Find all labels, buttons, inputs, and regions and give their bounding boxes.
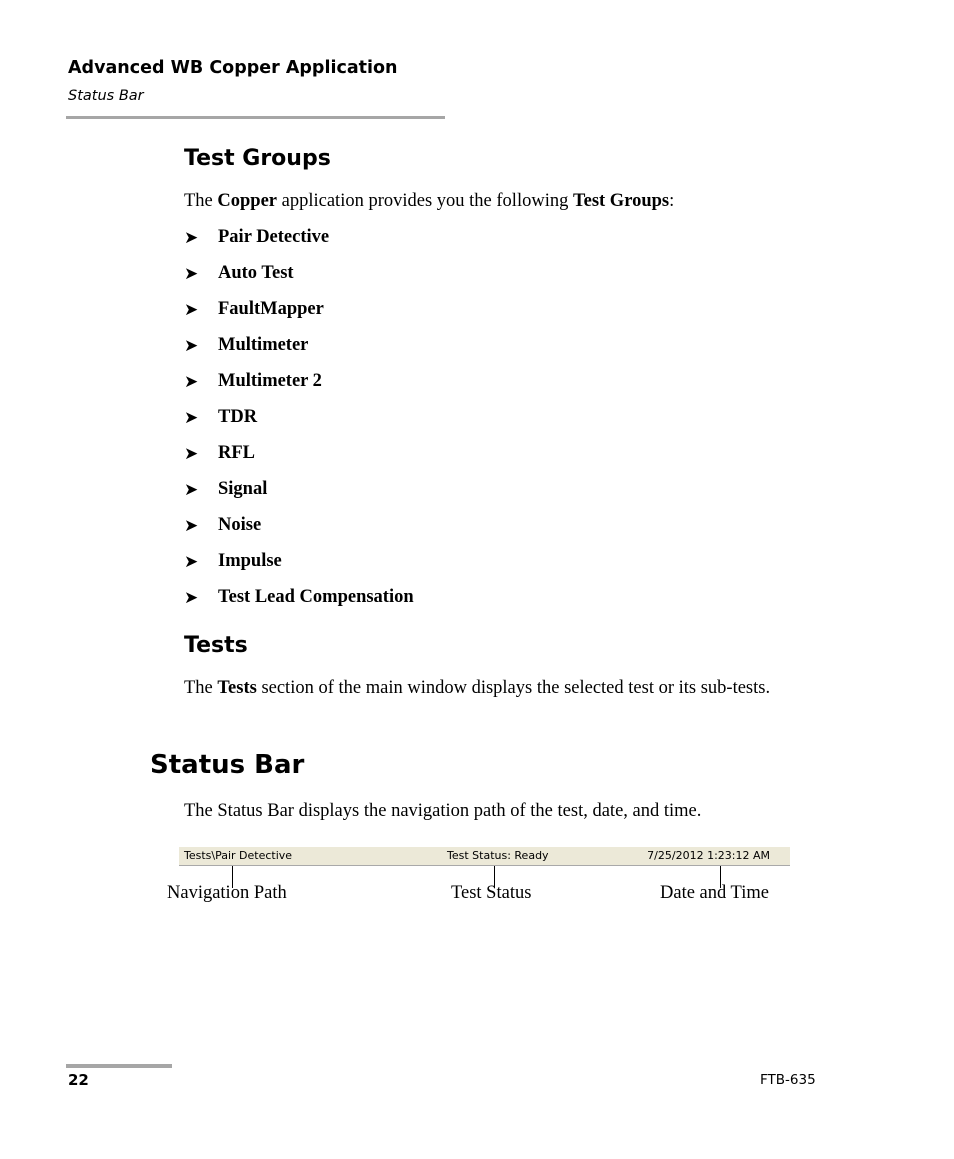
intro-text: : [669,191,675,211]
navigation-path-callout: Navigation Path [167,883,287,903]
arrow-bullet-icon: ➤ [184,444,199,464]
tests-body [184,676,784,700]
arrow-bullet-icon: ➤ [184,552,199,572]
list-item [184,585,414,621]
list-item-label: Auto Test [218,263,294,283]
list-item [184,297,414,333]
body-text: section of the main window displays the selected test or its sub-tests. [256,678,771,698]
tests-heading: Tests [184,633,248,658]
arrow-bullet-icon: ➤ [184,516,199,536]
list-item-label: FaultMapper [218,299,324,319]
list-item-label: RFL [218,443,255,463]
arrow-bullet-icon: ➤ [184,336,199,356]
list-item-label: Multimeter 2 [218,371,322,391]
arrow-bullet-icon: ➤ [184,480,199,500]
header-rule [66,116,445,119]
list-item-label: Pair Detective [218,227,330,247]
date-time-callout: Date and Time [660,883,769,903]
list-item [184,441,414,477]
navigation-path-text: Tests\Pair Detective [184,849,293,862]
list-item-label: Test Lead Compensation [218,587,414,607]
footer-rule [66,1064,172,1068]
list-item [184,261,414,297]
list-item-label: Multimeter [218,335,309,355]
list-item [184,477,414,513]
intro-text: The [184,191,218,211]
arrow-bullet-icon: ➤ [184,264,199,284]
footer-model: FTB-635 [760,1072,816,1088]
list-item [184,549,414,585]
list-item-label: Impulse [218,551,282,571]
arrow-bullet-icon: ➤ [184,372,199,392]
body-text: The [184,678,218,698]
running-header-subtitle: Status Bar [68,88,144,104]
status-bar-body: The Status Bar displays the navigation path of the test, date, and time. [184,801,702,821]
status-bar-heading: Status Bar [150,750,305,780]
intro-text-bold: Copper [217,191,278,211]
intro-text: application provides you the following [277,191,573,211]
date-time-text: 7/25/2012 1:23:12 AM [647,849,770,862]
list-item [184,513,414,549]
body-text-bold: Tests [217,678,257,698]
list-item [184,333,414,369]
list-item-label: TDR [218,407,258,427]
list-item [184,369,414,405]
status-bar-screenshot [179,847,790,866]
list-item [184,405,414,441]
list-item-label: Noise [218,515,262,535]
arrow-bullet-icon: ➤ [184,588,199,608]
test-groups-heading: Test Groups [184,146,331,171]
test-status-text: Test Status: Ready [447,849,549,862]
test-groups-list [184,225,414,621]
list-item [184,225,414,261]
arrow-bullet-icon: ➤ [184,408,199,428]
intro-text-bold: Test Groups [572,191,670,211]
running-header-title: Advanced WB Copper Application [68,58,398,78]
arrow-bullet-icon: ➤ [184,300,199,320]
list-item-label: Signal [218,479,268,499]
test-groups-intro [184,189,674,213]
test-status-callout: Test Status [451,883,532,903]
arrow-bullet-icon: ➤ [184,228,199,248]
page-number: 22 [68,1071,89,1089]
